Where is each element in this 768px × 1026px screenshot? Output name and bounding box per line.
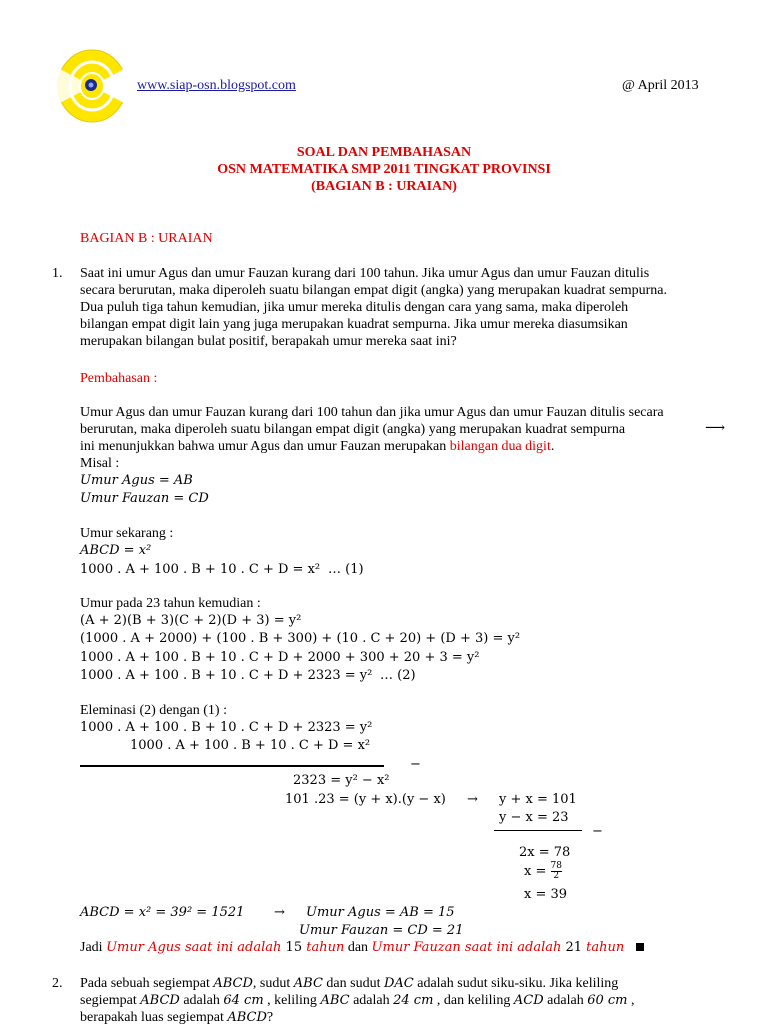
final-fauzan: Umur Fauzan = CD = 21 <box>299 923 464 938</box>
p2-var: ACD <box>513 993 544 1008</box>
equation-1-tag: … (1) <box>328 562 364 577</box>
p2-text: ? <box>266 1010 274 1025</box>
p2-text: berapakah luas segiempat <box>80 1010 228 1025</box>
final-abcd: ABCD = x² = 39² = 1521 <box>80 905 245 920</box>
p2-text: adalah sudut siku-siku. Jika keliling <box>413 976 619 991</box>
problem-2-number: 2. <box>52 976 63 991</box>
problem-1-number: 1. <box>52 266 63 281</box>
right-arrow-icon: → <box>274 905 285 920</box>
conclusion-fauzan-text: Umur Fauzan saat ini adalah <box>371 940 566 955</box>
conclusion-agus-text: Umur Agus saat ini adalah <box>106 940 286 955</box>
p2-var: ABC <box>293 976 323 991</box>
header-date: @ April 2013 <box>622 78 699 93</box>
solution-text: ini menunjukkan bahwa umur Agus dan umur Fauzan merupakan <box>80 439 450 454</box>
title-line-1: SOAL DAN PEMBAHASAN <box>296 145 472 160</box>
p2-value: 64 cm <box>223 993 264 1008</box>
problem-1-line: merupakan bilangan bulat positif, berapakah umur mereka saat ini? <box>80 334 457 349</box>
equation-k1: (A + 2)(B + 3)(C + 2)(D + 3) = y² <box>80 613 302 628</box>
section-heading: BAGIAN B : URAIAN <box>80 231 213 246</box>
misal-label: Misal : <box>80 456 120 471</box>
conclusion-jadi: Jadi <box>80 940 107 955</box>
minus-sign: − <box>410 757 421 772</box>
conclusion-fauzan-number: 21 <box>565 940 583 955</box>
p2-value: 60 cm <box>587 993 628 1008</box>
p2-text: segiempat <box>80 993 141 1008</box>
p2-text: Pada sebuah segiempat <box>80 976 214 991</box>
right-arrow-icon: ⟶ <box>705 421 726 436</box>
p2-var: ABC <box>320 993 350 1008</box>
system-eq-2: y − x = 23 <box>499 810 569 825</box>
equation-k3: 1000 . A + 100 . B + 10 . C + D + 2000 + 300 + 20 + 3 = y² <box>80 650 480 665</box>
minus-sign: − <box>592 824 603 839</box>
solution-line <box>80 439 554 455</box>
system-rule <box>494 830 582 831</box>
problem-1-line: secara berurutan, maka diperoleh suatu bilangan empat digit (angka) yang merupakan kuadrat sempurna. <box>80 283 667 298</box>
conclusion-agus-number: 15 <box>285 940 303 955</box>
system-result-2 <box>524 862 562 881</box>
system-result-3: x = 39 <box>524 887 568 902</box>
right-arrow-icon: → <box>467 792 478 807</box>
siap-osn-logo <box>56 48 128 124</box>
fraction-denominator: 2 <box>553 871 560 881</box>
p2-text: adalah <box>543 993 588 1008</box>
equation-1: 1000 . A + 100 . B + 10 . C + D = x² <box>80 562 321 577</box>
kemudian-label: Umur pada 23 tahun kemudian : <box>80 596 261 611</box>
conclusion-fauzan <box>372 940 625 955</box>
fraction <box>551 862 562 881</box>
solution-line: berurutan, maka diperoleh suatu bilangan empat digit (angka) yang merupakan kuadrat sempurna <box>80 422 626 437</box>
equation-abcd: ABCD = x² <box>80 543 152 558</box>
conclusion-fauzan-unit: tahun <box>582 940 625 955</box>
pembahasan-label: Pembahasan : <box>80 371 158 386</box>
fraction-lhs: x = <box>524 864 547 879</box>
equation-k4: 1000 . A + 100 . B + 10 . C + D + 2323 = y² <box>80 668 373 683</box>
title-line-3: (BAGIAN B : URAIAN) <box>311 179 457 194</box>
elim-result-1: 2323 = y² − x² <box>293 773 390 788</box>
problem-1-line: bilangan empat digit lain yang juga merupakan kuadrat sempurna. Jika umur mereka diasumsikan <box>80 317 628 332</box>
p2-text: , <box>627 993 635 1008</box>
p2-text: adalah <box>349 993 394 1008</box>
problem-1-line: Dua puluh tiga tahun kemudian, jika umur mereka ditulis dengan cara yang sama, maka diperoleh <box>80 300 629 315</box>
final-agus: Umur Agus = AB = 15 <box>306 905 455 920</box>
p2-text: dan sudut <box>322 976 384 991</box>
solution-line: Umur Agus dan umur Fauzan kurang dari 100 tahun dan jika umur Agus dan umur Fauzan ditulis secara <box>80 405 664 420</box>
p2-text: , sudut <box>252 976 294 991</box>
qed-square-icon <box>636 943 644 951</box>
conclusion-agus-unit: tahun <box>302 940 345 955</box>
sekarang-label: Umur sekarang : <box>80 526 174 541</box>
equation-2-tag: … (2) <box>380 668 416 683</box>
eliminasi-label: Eleminasi (2) dengan (1) : <box>80 703 227 718</box>
problem-1-line: Saat ini umur Agus dan umur Fauzan kurang dari 100 tahun. Jika umur Agus dan umur Fauzan ditulis <box>80 266 650 281</box>
conclusion <box>80 940 644 956</box>
misal-agus: Umur Agus = AB <box>80 473 193 488</box>
fraction-numerator: 78 <box>550 861 562 871</box>
solution-highlight: bilangan dua digit <box>449 439 551 454</box>
equation-k2: (1000 . A + 2000) + (100 . B + 300) + (10 . C + 20) + (D + 3) = y² <box>80 631 521 646</box>
elim-result-2: 101 .23 = (y + x).(y − x) <box>285 792 446 807</box>
p2-value: 24 cm <box>393 993 434 1008</box>
solution-period: . <box>550 439 555 454</box>
elim-equation-1: 1000 . A + 100 . B + 10 . C + D + 2323 = y² <box>80 720 373 735</box>
elim-equation-2: 1000 . A + 100 . B + 10 . C + D = x² <box>130 738 371 753</box>
system-result-1: 2x = 78 <box>519 845 571 860</box>
p2-text: , keliling <box>263 993 321 1008</box>
problem-2-line <box>80 976 618 992</box>
problem-2-line <box>80 993 635 1009</box>
elimination-rule <box>80 765 384 767</box>
blog-url-link[interactable]: www.siap-osn.blogspot.com <box>137 78 296 93</box>
p2-var: DAC <box>383 976 414 991</box>
title-line-2: OSN MATEMATIKA SMP 2011 TINGKAT PROVINSI <box>217 162 551 177</box>
p2-text: adalah <box>179 993 224 1008</box>
misal-fauzan: Umur Fauzan = CD <box>80 491 209 506</box>
system-eq-1: y + x = 101 <box>499 792 577 807</box>
p2-var: ABCD <box>227 1010 267 1025</box>
conclusion-agus <box>106 940 344 955</box>
conclusion-dan: dan <box>344 940 372 955</box>
p2-var: ABCD <box>140 993 180 1008</box>
p2-text: , dan keliling <box>433 993 514 1008</box>
p2-var: ABCD <box>213 976 253 991</box>
